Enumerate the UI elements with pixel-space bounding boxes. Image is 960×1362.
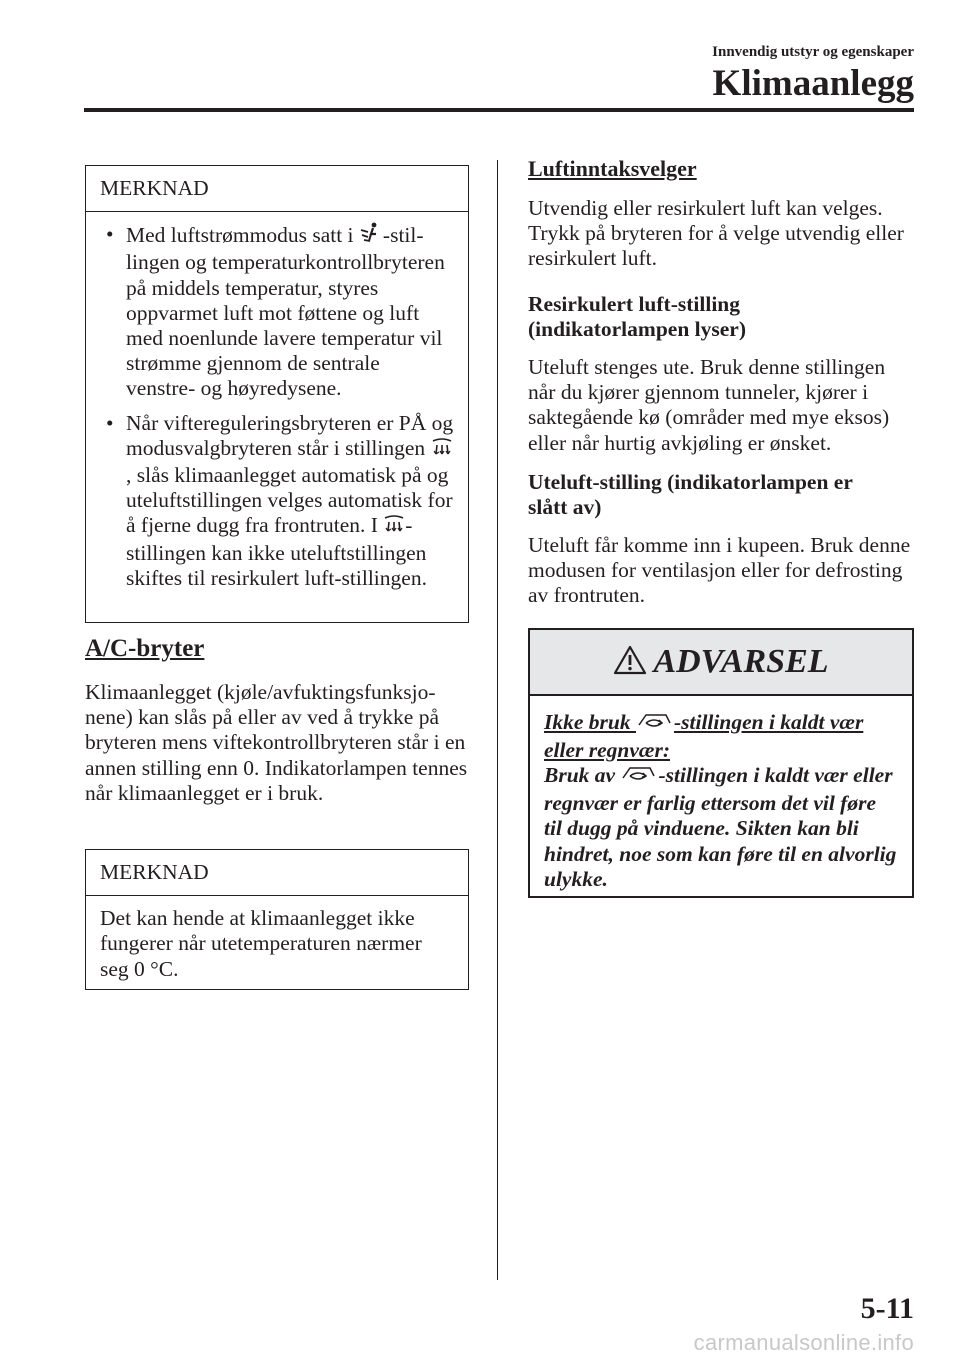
ac-paragraph: Klimaanlegget (kjøle/avfuktingsfunksjonene) kan slås på eller av ved å trykke på bryteren mens viftekontrollbryteren står i en annen stilling enn 0. Indikatorlampen tennes når klimaanlegget er i bruk. xyxy=(85,680,468,805)
note-body: Det kan hende at klimaanlegget ikke fungerer når utetemperaturen nærmer seg 0 °C. xyxy=(100,906,422,981)
note-heading: MERKNAD xyxy=(86,850,468,896)
warning-box xyxy=(528,628,914,898)
section-heading-ac: A/C-bryter xyxy=(85,635,205,662)
recirc-heading: Resirkulert luft-stilling (indikatorlampen lyser) xyxy=(528,292,746,342)
feet-airflow-icon xyxy=(359,222,383,250)
recirculation-icon xyxy=(620,764,658,791)
header-divider xyxy=(84,108,914,112)
column-divider xyxy=(497,160,498,1280)
running-header-subtitle: Innvendig utstyr og egenskaper xyxy=(712,44,914,60)
outside-air-paragraph: Uteluft får komme inn i kupeen. Bruk denne modusen for ventilasjon eller for defrosting av frontruten. xyxy=(528,533,911,608)
warning-header xyxy=(530,630,912,696)
note-bullet-defrost-mode: • Når viftereguleringsbryteren er PÅ og modusvalgbryteren står i stillingen , slås klimaanlegget automatisk på og uteluftstillingen velges automatisk for å fjerne dugg fra frontruten. I -stillingen kan ikke uteluftstillingen skiftes til resirkulert luft-stillingen. xyxy=(100,411,454,591)
note-bullet-feet-mode: • Med luftstrømmodus satt i -stillingen og temperaturkontrollbryteren på middels temperatur, styres oppvarmet luft mot føttene og luft med noenlunde lavere temperatur vil strømme gjennom de sentrale venstre- og høyredysene. xyxy=(100,222,454,401)
warning-triangle-icon xyxy=(613,644,647,681)
windshield-defrost-icon xyxy=(431,437,453,463)
note-box-airflow xyxy=(85,165,469,623)
watermark: carmanualsonline.info xyxy=(693,1330,914,1355)
intake-paragraph: Utvendig eller resirkulert luft kan velges. Trykk på bryteren for å velge utvendig eller resirkulert luft. xyxy=(528,196,904,271)
warning-body: Bruk av -stillingen i kaldt vær eller regnvær er farlig ettersom det vil føre til dugg på vinduene. Sikten kan bli hindret, noe som kan føre til en alvorlig ulykke. xyxy=(544,763,897,891)
section-heading-intake: Luftinntaksvelger xyxy=(528,156,697,181)
recirc-paragraph: Uteluft stenges ute. Bruk denne stillingen når du kjører gjennom tunneler, kjører i saktegående kø (områder med mye eksos) eller når hurtig avkjøling er ønsket. xyxy=(528,355,890,455)
note-box-temperature xyxy=(85,849,469,990)
warning-title: ADVARSEL xyxy=(653,643,829,680)
page-number: 5-11 xyxy=(860,1292,914,1325)
page-title: Klimaanlegg xyxy=(712,63,914,104)
warning-lead: Ikke bruk -stillingen i kaldt vær eller regnvær: xyxy=(544,710,864,762)
windshield-defrost-icon xyxy=(383,514,405,540)
recirculation-icon xyxy=(636,711,674,738)
outside-air-heading: Uteluft-stilling (indikatorlampen er slått av) xyxy=(528,470,853,520)
note-heading: MERKNAD xyxy=(86,166,468,212)
